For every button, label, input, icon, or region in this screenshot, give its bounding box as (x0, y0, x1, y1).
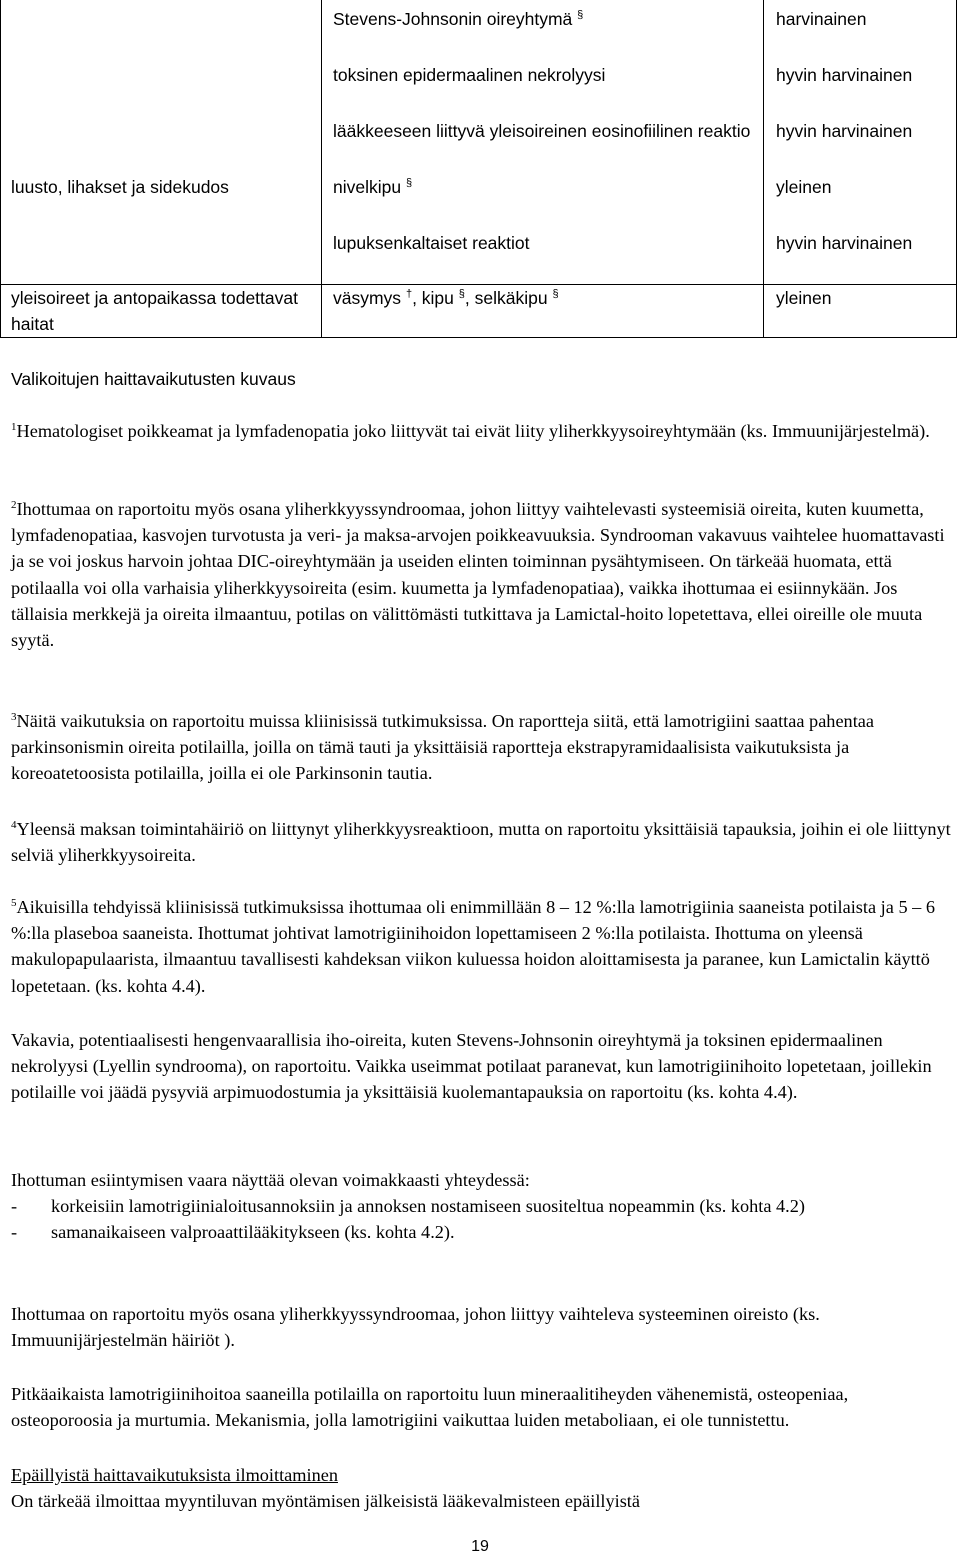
footnote-2: $^2$Ihottumaa on raportoitu myös osana yliherkkyyssyndroomaa, johon liittyy vaihtelevasti systeemisiä oireita, kuten kuumetta, lymfadenopatiaa, kasvojen turvotusta ja veri- ja maksa-arvojen poikkeavuuksia. Syndrooman vakavuus vaihtelee huomattavasti ja se voi joskus harvoin johtaa DIC-oireyhtymään ja useiden elinten toiminnan pysähtymiseen. On tärkeää huomata, että potilaalla voi olla varhaisia yliherkkyysoireita (esim. kuumetta ja lymfadenopatiaa), vaikka ihottumaa ei esiinnykään. Jos tällaisia merkkejä ja oireita ilmaantuu, potilas on välittömästi tutkittava ja Lamictal-hoito lopetettava, ellei oireille ole muuta syytä. (11, 498, 945, 651)
reporting-block (11, 1462, 951, 1514)
footnote-1: $^1$Hematologiset poikkeamat ja lymfadenopatia joko liittyvät tai eivät liity yliherkkyysoireyhtymään (ks. Immuunijärjestelmä). (11, 420, 930, 441)
paragraph-hypersensitivity: Ihottumaa on raportoitu myös osana yliherkkyyssyndroomaa, johon liittyy vaihteleva systeeminen oireisto (ks. Immuunijärjestelmän häiriöt ). (11, 1304, 820, 1351)
page-number: 19 (471, 1538, 489, 1555)
effect-cell: toksinen epidermaalinen nekrolyysi (333, 65, 606, 85)
footnote-5: $^5$Aikuisilla tehdyissä kliinisissä tutkimuksissa ihottumaa oli enimmillään 8 – 12 %:lla lamotrigiinia saaneista potilaista ja 5 – 6 %:lla plaseboa saaneista. Ihottumat johtivat lamotrigiinihoidon lopettamiseen 2 %:lla potilaista. Ihottuma on yleensä makulopapulaarista, ilmaantuu tavallisesti kahdeksan viikon kuluessa hoidon aloittamisesta ja paranee, kun Lamictalin käyttö lopetetaan. (ks. kohta 4.4). (11, 896, 936, 996)
table-row (1, 172, 956, 228)
reporting-text: On tärkeää ilmoittaa myyntiluvan myöntämisen jälkeisistä lääkevalmisteen epäillyistä (11, 1491, 640, 1512)
effect-cell: Stevens-Johnsonin oireyhtymä § (333, 9, 584, 29)
frequency-cell: hyvin harvinainen (776, 65, 913, 85)
risk-intro: Ihottuman esiintymisen vaara näyttää olevan voimakkaasti yhteydessä: (11, 1170, 530, 1190)
list-item: - korkeisiin lamotrigiinialoitusannoksiin ja annoksen nostamiseen suositeltua nopeammin (ks. kohta 4.2) (11, 1196, 805, 1217)
effect-cell: väsymys †, kipu §, selkäkipu § (333, 288, 559, 308)
risk-block (11, 1167, 951, 1246)
effect-cell: nivelkipu § (333, 177, 413, 197)
system-cell: luusto, lihakset ja sidekudos (11, 177, 229, 197)
table-row (1, 284, 956, 339)
frequency-cell: yleinen (776, 177, 832, 197)
paragraph-bone: Pitkäaikaista lamotrigiinihoitoa saaneilla potilailla on raportoitu luun mineraalitiheyden vähenemistä, osteopeniaa, osteoporoosia ja murtumia. Mekanismia, jolla lamotrigiini vaikuttaa luiden metaboliaan, ei ole tunnistettu. (11, 1384, 849, 1431)
frequency-cell: yleinen (776, 288, 832, 308)
frequency-cell: hyvin harvinainen (776, 233, 913, 253)
effect-cell: lupuksenkaltaiset reaktiot (333, 233, 530, 253)
table-row (1, 112, 956, 172)
frequency-cell: harvinainen (776, 9, 867, 29)
effect-cell: lääkkeeseen liittyvä yleisoireinen eosinofiilinen reaktio (333, 121, 751, 141)
frequency-cell: hyvin harvinainen (776, 121, 913, 141)
footnote-4: $^4$Yleensä maksan toimintahäiriö on liittynyt yliherkkyysreaktioon, mutta on raportoitu yksittäisiä tapauksia, joihin ei ole liittynyt selviä yliherkkyysoireita. (11, 818, 951, 866)
adverse-effects-table (0, 0, 957, 338)
table-row (1, 0, 956, 56)
list-item: - samanaikaiseen valproaattilääkitykseen (ks. kohta 4.2). (11, 1222, 455, 1243)
section-heading: Valikoitujen haittavaikutusten kuvaus (11, 369, 296, 389)
table-row (1, 228, 956, 284)
reporting-heading: Epäillyistä haittavaikutuksista ilmoittaminen (11, 1465, 338, 1485)
footnote-3: $^3$Näitä vaikutuksia on raportoitu muissa kliinisissä tutkimuksissa. On raportteja siitä, että lamotrigiini saattaa pahentaa parkinsonismin oireita potilailla, joilla on tämä tauti ja yksittäisiä raportteja ekstrapyramidaalisista vaikutuksista ja koreoatetoosista potilailla, joilla ei ole Parkinsonin tautia. (11, 710, 875, 784)
paragraph-serious-skin: Vakavia, potentiaalisesti hengenvaarallisia iho-oireita, kuten Stevens-Johnsonin oireyhtymä ja toksinen epidermaalinen nekrolyysi (Lyellin syndrooma), on raportoitu. Vaikka useimmat potilaat paranevat, kun lamotrigiinihoito lopetetaan, joillekin potilaille voi jäädä pysyviä arpimuodostumia ja yksittäisiä kuolemantapauksia on raportoitu (ks. kohta 4.4). (11, 1030, 932, 1103)
table-row (1, 56, 956, 112)
system-cell: yleisoireet ja antopaikassa todettavat haitat (11, 288, 298, 334)
